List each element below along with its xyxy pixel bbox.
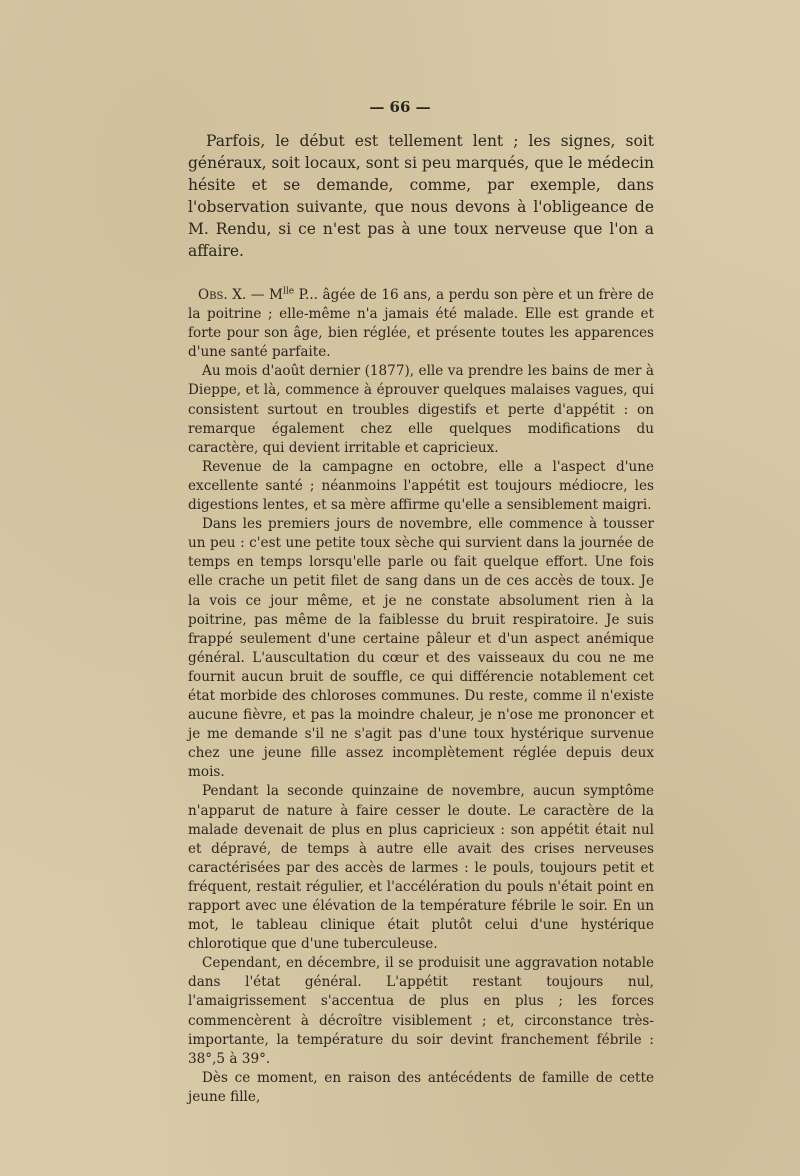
observation-subject-superscript: lle	[282, 286, 295, 297]
text-body	[188, 130, 654, 1107]
observation-paragraph: Dès ce moment, en raison des antécédents de famille de cette jeune fille,	[188, 1069, 654, 1105]
observation-paragraph: Cependant, en décembre, il se produisit une aggravation notable dans l'état général. L'appétit restant toujours nul, l'amaigrissement s'accentua de plus en plus ; les forces commencèrent à décroître visiblement ; et, circonstance très-importante, la température du soir devint franchement fébrile : 38°,5 à 39°.	[188, 955, 654, 1067]
observation-subject-prefix: M	[269, 287, 283, 303]
observation-first-text: P... âgée de 16 ans, a perdu son père et un frère de la poitrine ; elle-même n'a jamais été malade. Elle est grande et forte pour son âge, bien réglée, et présente toutes les apparences d'une santé parfaite.	[188, 287, 654, 361]
observation-paragraph: Revenue de la campagne en octobre, elle a l'aspect d'une excellente santé ; néanmoins l'appétit est toujours médiocre, les digestions lentes, et sa mère affirme qu'elle a sensiblement maigri.	[188, 458, 654, 514]
intro-section	[188, 130, 654, 262]
page-number: — 66 —	[369, 98, 431, 116]
observation-paragraph: Pendant la seconde quinzaine de novembre, aucun symptôme n'apparut de nature à faire cesser le doute. Le caractère de la malade devenait de plus en plus capricieux : son appétit était nul et dépravé, de temps à autre elle avait des crises nerveuses caractérisées par des accès de larmes : le pouls, toujours petit et fréquent, restait régulier, et l'accélération du pouls n'était point en rapport avec une élévation de la température fébrile le soir. En un mot, le tableau clinique était plutôt celui d'une hystérique chlorotique que d'une tuberculeuse.	[188, 783, 654, 953]
observation-section	[188, 286, 654, 1107]
observation-paragraph: Au mois d'août dernier (1877), elle va prendre les bains de mer à Dieppe, et là, commence à éprouver quelques malaises vagues, qui consistent surtout en troubles digestifs et perte d'appétit : on remarque également chez elle quelques modifications du caractère, qui devient irritable et capricieux.	[188, 363, 654, 456]
observation-first-paragraph	[188, 286, 654, 362]
observation-paragraph: Dans les premiers jours de novembre, elle commence à tousser un peu : c'est une petite toux sèche qui survient dans la journée de temps en temps lorsqu'elle parle ou fait quelque effort. Une fois elle crache un petit filet de sang dans un de ces accès de toux. Je la vois ce jour même, et je ne constate absolument rien à la poitrine, pas même de la faiblesse du bruit respiratoire. Je suis frappé seulement d'une certaine pâleur et d'un aspect anémique général. L'auscultation du cœur et des vaisseaux du cou ne me fournit aucun bruit de souffle, ce qui différencie notablement cet état morbide des chloroses communes. Du reste, comme il n'existe aucune fièvre, et pas la moindre chaleur, je n'ose me prononcer et je me demande s'il ne s'agit pas d'une toux hystérique survenue chez une jeune fille assez incomplètement réglée depuis deux mois.	[188, 516, 654, 781]
observation-label: Obs. X.	[198, 287, 247, 303]
intro-paragraph: Parfois, le début est tellement lent ; les signes, soit généraux, soit locaux, sont si peu marqués, que le médecin hésite et se demande, comme, par exemple, dans l'observation suivante, que nous devons à l'obligeance de M. Rendu, si ce n'est pas à une toux nerveuse que l'on a affaire.	[188, 132, 654, 260]
observation-dash: —	[246, 287, 270, 303]
